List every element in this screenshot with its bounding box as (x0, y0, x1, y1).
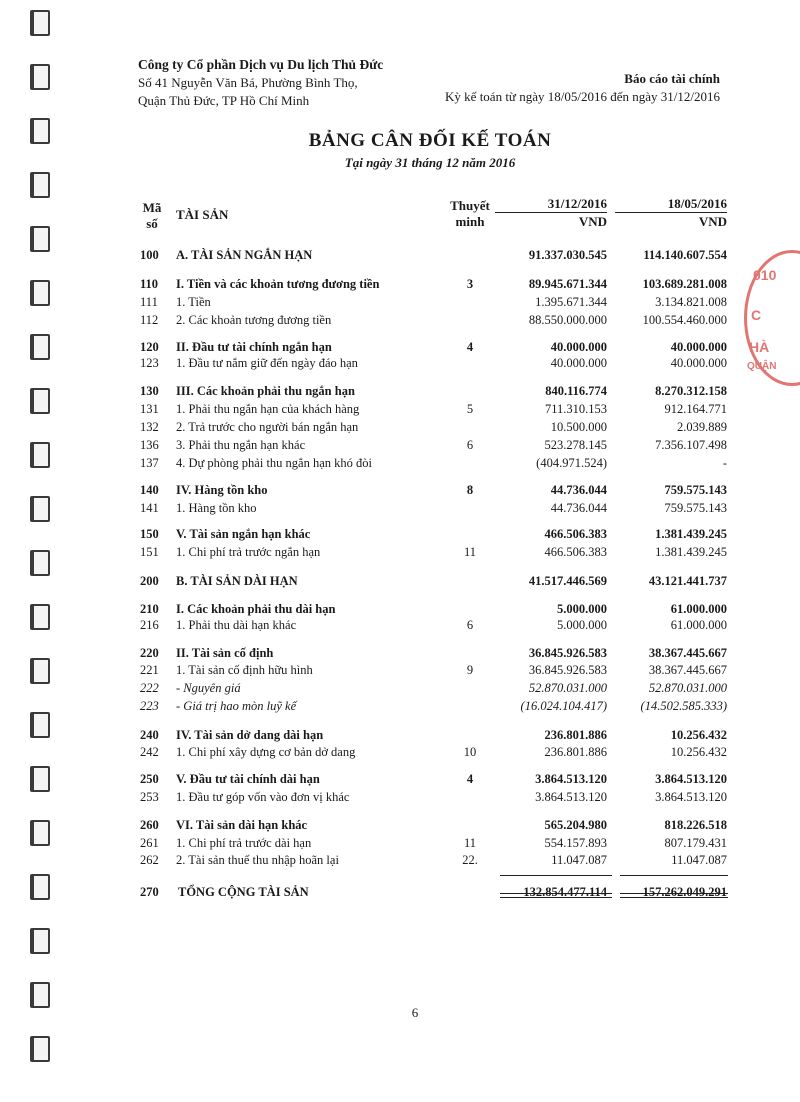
row-code: 150 (140, 527, 159, 541)
row-value-2016-12-31: 840.116.774 (545, 384, 607, 398)
row-description: 1. Hàng tồn kho (176, 501, 257, 515)
row-code: 151 (140, 545, 159, 559)
row-code: 221 (140, 663, 159, 677)
row-description: VI. Tài sản dài hạn khác (176, 818, 308, 832)
row-note: 3 (466, 277, 474, 291)
row-code: 222 (140, 681, 159, 695)
row-value-2016-05-18: 1.381.439.245 (655, 545, 727, 559)
binding-ring (30, 982, 50, 1008)
row-value-2016-05-18: 61.000.000 (670, 618, 727, 632)
row-value-2016-05-18: 818.226.518 (664, 818, 727, 832)
row-note: 4 (466, 772, 474, 786)
row-value-2016-12-31: 236.801.886 (544, 745, 607, 759)
row-value-2016-12-31: 40.000.000 (550, 340, 607, 354)
row-note: 11 (463, 545, 477, 559)
table-row (0, 646, 800, 664)
total-double-rule-2 (620, 893, 728, 898)
table-row (0, 681, 800, 699)
row-code: 200 (140, 574, 159, 588)
row-code: 132 (140, 420, 159, 434)
row-description: II. Tài sản cố định (176, 646, 274, 660)
table-row (0, 618, 800, 636)
row-note: 6 (466, 438, 474, 452)
row-value-2016-05-18: 100.554.460.000 (642, 313, 727, 327)
table-row (0, 663, 800, 681)
row-description: 1. Chi phí trả trước ngắn hạn (176, 545, 321, 559)
row-note: 10 (463, 745, 477, 759)
row-description: I. Tiền và các khoản tương đương tiền (176, 277, 380, 291)
col-header-currency2: VND (698, 214, 727, 229)
row-description: IV. Tài sản dở dang dài hạn (176, 728, 324, 742)
row-value-2016-05-18: 40.000.000 (670, 340, 727, 354)
page-title: BẢNG CÂN ĐỐI KẾ TOÁN (308, 130, 552, 151)
company-address-line2: Quận Thủ Đức, TP Hồ Chí Minh (138, 93, 310, 108)
row-code: 210 (140, 602, 159, 616)
table-row (0, 420, 800, 438)
row-description: V. Tài sản ngắn hạn khác (176, 527, 311, 541)
table-row (0, 836, 800, 854)
table-row (0, 295, 800, 313)
total-top-rule-1 (500, 875, 612, 876)
row-description: 1. Đầu tư nắm giữ đến ngày đáo hạn (176, 356, 358, 370)
row-value-2016-12-31: (404.971.524) (536, 456, 607, 470)
row-code: 216 (140, 618, 159, 632)
row-code: 141 (140, 501, 159, 515)
row-note: 6 (466, 618, 474, 632)
row-value-2016-05-18: 759.575.143 (664, 483, 727, 497)
row-description: V. Đầu tư tài chính dài hạn (176, 772, 320, 786)
row-code: 100 (140, 248, 159, 262)
row-value-2016-05-18: 38.367.445.667 (648, 646, 727, 660)
row-code: 120 (140, 340, 159, 354)
table-row (0, 456, 800, 474)
col-header-note-line1: Thuyết (450, 198, 490, 213)
row-description: 1. Đầu tư góp vốn vào đơn vị khác (176, 790, 350, 804)
row-value-2016-05-18: 103.689.281.008 (642, 277, 727, 291)
row-code: 123 (140, 356, 159, 370)
col-header-rule-1 (495, 212, 607, 213)
row-value-2016-05-18: 10.256.432 (670, 728, 727, 742)
col-header-code (140, 200, 164, 232)
row-value-2016-12-31: 91.337.030.545 (528, 248, 607, 262)
row-code: 270 (140, 885, 159, 899)
row-value-2016-05-18: 43.121.441.737 (648, 574, 727, 588)
table-row (0, 818, 800, 836)
row-code: 242 (140, 745, 159, 759)
row-note: 11 (463, 836, 477, 850)
row-description: II. Đầu tư tài chính ngắn hạn (176, 340, 332, 354)
row-value-2016-05-18: 114.140.607.554 (643, 248, 727, 262)
row-description: 2. Các khoản tương đương tiền (176, 313, 332, 327)
row-value-2016-05-18: 7.356.107.498 (655, 438, 727, 452)
row-description: IV. Hàng tồn kho (176, 483, 268, 497)
row-description: 1. Phải thu ngắn hạn của khách hàng (176, 402, 360, 416)
table-row (0, 790, 800, 808)
row-value-2016-05-18: 52.870.031.000 (648, 681, 727, 695)
company-name: Công ty Cổ phần Dịch vụ Du lịch Thủ Đức (138, 57, 384, 72)
row-value-2016-12-31: 466.506.383 (544, 545, 607, 559)
row-value-2016-05-18: 2.039.889 (677, 420, 727, 434)
row-note: 5 (466, 402, 474, 416)
row-value-2016-12-31: 40.000.000 (550, 356, 607, 370)
row-code: 223 (140, 699, 159, 713)
binding-ring (30, 10, 50, 36)
row-value-2016-12-31: 52.870.031.000 (528, 681, 607, 695)
binding-ring (30, 928, 50, 954)
col-header-code-line1: Mã (142, 200, 162, 215)
col-header-assets: TÀI SẢN (176, 207, 229, 222)
row-value-2016-05-18: 1.381.439.245 (655, 527, 727, 541)
row-code: 136 (140, 438, 159, 452)
row-description: I. Các khoản phải thu dài hạn (176, 602, 336, 616)
table-row (0, 501, 800, 519)
row-value-2016-05-18: 10.256.432 (670, 745, 727, 759)
table-row (0, 574, 800, 592)
row-value-2016-12-31: 44.736.044 (550, 483, 607, 497)
total-top-rule-2 (620, 875, 728, 876)
row-code: 220 (140, 646, 159, 660)
row-value-2016-12-31: (16.024.104.417) (520, 699, 607, 713)
table-row (0, 438, 800, 456)
table-row (0, 772, 800, 790)
row-code: 140 (140, 483, 159, 497)
row-value-2016-12-31: 44.736.044 (550, 501, 607, 515)
row-value-2016-05-18: 807.179.431 (664, 836, 727, 850)
row-code: 253 (140, 790, 159, 804)
row-value-2016-05-18: (14.502.585.333) (640, 699, 727, 713)
row-description: 2. Tài sản thuế thu nhập hoãn lại (176, 853, 339, 867)
row-value-2016-12-31: 5.000.000 (557, 602, 607, 616)
table-row (0, 527, 800, 545)
row-value-2016-05-18: 8.270.312.158 (655, 384, 727, 398)
table-row (0, 745, 800, 763)
row-description: 3. Phải thu ngắn hạn khác (176, 438, 306, 452)
row-code: 261 (140, 836, 159, 850)
col-header-rule-2 (615, 212, 727, 213)
company-address-line1: Số 41 Nguyễn Văn Bá, Phường Bình Thọ, (138, 75, 358, 90)
row-code: 110 (140, 277, 159, 291)
row-value-2016-12-31: 1.395.671.344 (535, 295, 607, 309)
row-note: 22. (462, 853, 478, 867)
row-value-2016-12-31: 523.278.145 (544, 438, 607, 452)
row-value-2016-12-31: 3.864.513.120 (535, 772, 607, 786)
company-stamp: 010 C HÀ QUẬN (744, 250, 800, 386)
row-description: B. TÀI SẢN DÀI HẠN (176, 574, 298, 588)
row-value-2016-05-18: 40.000.000 (670, 356, 727, 370)
table-row (0, 728, 800, 746)
row-code: 260 (140, 818, 159, 832)
row-value-2016-12-31: 10.500.000 (550, 420, 607, 434)
binding-ring (30, 64, 50, 90)
row-description: TỔNG CỘNG TÀI SẢN (178, 885, 309, 899)
row-value-2016-05-18: 11.047.087 (671, 853, 727, 867)
row-value-2016-05-18: 61.000.000 (670, 602, 727, 616)
row-description: 1. Chi phí trả trước dài hạn (176, 836, 312, 850)
row-value-2016-12-31: 132.854.477.114 (523, 885, 607, 899)
row-description: 1. Tiền (176, 295, 211, 309)
row-value-2016-05-18: - (722, 456, 727, 470)
col-header-currency1: VND (578, 214, 607, 229)
row-value-2016-05-18: 3.134.821.008 (655, 295, 727, 309)
table-row (0, 313, 800, 331)
row-value-2016-12-31: 36.845.926.583 (528, 646, 607, 660)
table-row (0, 277, 800, 295)
row-code: 137 (140, 456, 159, 470)
binding-ring (30, 1036, 50, 1062)
col-header-date2: 18/05/2016 (667, 196, 727, 211)
row-value-2016-12-31: 711.310.153 (544, 402, 607, 416)
table-row (0, 402, 800, 420)
row-value-2016-05-18: 912.164.771 (664, 402, 727, 416)
row-value-2016-05-18: 3.864.513.120 (655, 772, 727, 786)
row-code: 131 (140, 402, 159, 416)
page-number: 6 (411, 1005, 419, 1020)
row-description: - Nguyên giá (176, 681, 241, 695)
row-value-2016-05-18: 157.262.049.291 (642, 885, 727, 899)
row-code: 111 (140, 295, 158, 309)
report-period: Kỳ kế toán từ ngày 18/05/2016 đến ngày 31/12/2016 (445, 89, 720, 104)
col-header-note-line2: minh (455, 214, 485, 229)
row-code: 262 (140, 853, 159, 867)
row-code: 240 (140, 728, 159, 742)
table-row (0, 545, 800, 563)
report-info (445, 70, 720, 106)
row-description: 2. Trả trước cho người bán ngắn hạn (176, 420, 359, 434)
table-row (0, 483, 800, 501)
col-header-code-line2: số (146, 216, 158, 231)
row-description: III. Các khoản phải thu ngắn hạn (176, 384, 355, 398)
row-value-2016-12-31: 466.506.383 (544, 527, 607, 541)
row-note: 9 (466, 663, 474, 677)
row-value-2016-12-31: 41.517.446.569 (528, 574, 607, 588)
report-type: Báo cáo tài chính (624, 71, 720, 86)
row-description: A. TÀI SẢN NGẮN HẠN (176, 248, 313, 262)
company-info (138, 56, 383, 110)
page-subtitle: Tại ngày 31 tháng 12 năm 2016 (344, 155, 516, 170)
row-description: 1. Chi phí xây dựng cơ bản dở dang (176, 745, 356, 759)
row-value-2016-12-31: 89.945.671.344 (528, 277, 607, 291)
row-description: 1. Phải thu dài hạn khác (176, 618, 297, 632)
total-double-rule-1 (500, 893, 612, 898)
row-value-2016-12-31: 88.550.000.000 (528, 313, 607, 327)
table-row (0, 699, 800, 717)
row-description: 1. Tài sản cố định hữu hình (176, 663, 313, 677)
row-code: 112 (140, 313, 159, 327)
row-value-2016-12-31: 3.864.513.120 (535, 790, 607, 804)
row-value-2016-05-18: 759.575.143 (664, 501, 727, 515)
row-code: 250 (140, 772, 159, 786)
row-value-2016-12-31: 5.000.000 (557, 618, 607, 632)
row-description: 4. Dự phòng phải thu ngắn hạn khó đòi (176, 456, 372, 470)
row-description: - Giá trị hao mòn luỹ kế (176, 699, 297, 713)
row-value-2016-12-31: 236.801.886 (544, 728, 607, 742)
row-value-2016-12-31: 554.157.893 (544, 836, 607, 850)
row-note: 8 (466, 483, 474, 497)
row-value-2016-12-31: 11.047.087 (551, 853, 607, 867)
binding-ring (30, 172, 50, 198)
table-row (0, 356, 800, 374)
row-note: 4 (466, 340, 474, 354)
table-row (0, 384, 800, 402)
row-value-2016-05-18: 38.367.445.667 (648, 663, 727, 677)
col-header-date1: 31/12/2016 (547, 196, 607, 211)
table-row (0, 248, 800, 266)
table-row (0, 853, 800, 871)
row-value-2016-12-31: 36.845.926.583 (528, 663, 607, 677)
row-value-2016-12-31: 565.204.980 (544, 818, 607, 832)
row-value-2016-05-18: 3.864.513.120 (655, 790, 727, 804)
row-code: 130 (140, 384, 159, 398)
